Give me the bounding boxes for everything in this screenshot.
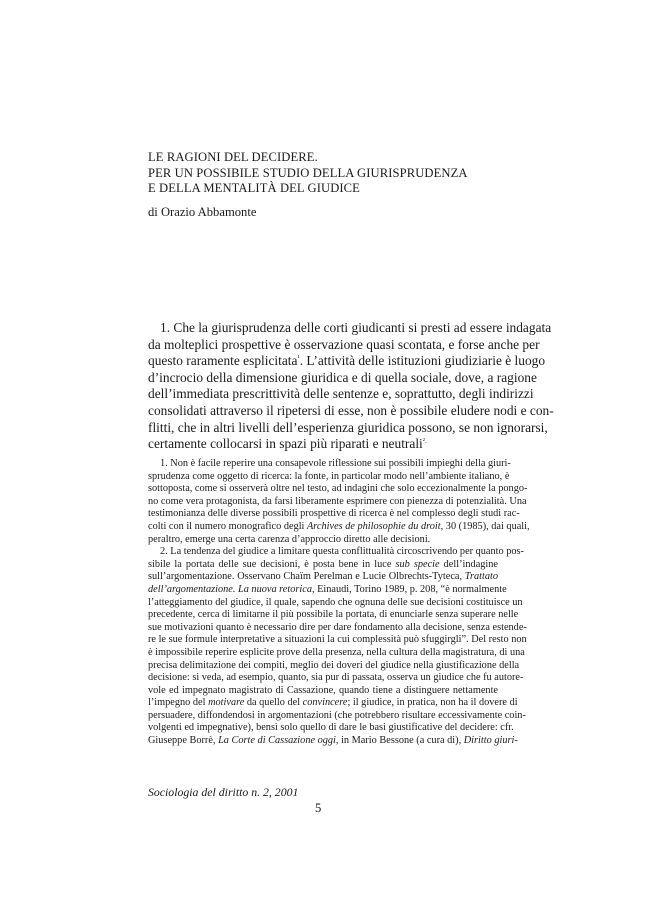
title-line-2: PER UN POSSIBILE STUDIO DELLA GIURISPRUDENZA bbox=[148, 165, 468, 180]
journal-footer: Sociologia del diritto n. 2, 2001 bbox=[148, 785, 299, 799]
footnote-line: no come vera protagonista, da farsi liberamente esprimere con pienezza di potenzialità. Una bbox=[148, 495, 527, 507]
footnote-fragment: colti con il numero monografico degli bbox=[148, 520, 307, 532]
footnote-line: l’atteggiamento del giudice, il quale, sapendo che ognuna delle sue decisioni costituisce un bbox=[148, 596, 523, 608]
body-line: flitti, che in altri livelli dell’esperienza giuridica possono, se non ignorarsi, bbox=[148, 419, 548, 435]
footnote-fragment: da quello del bbox=[244, 697, 303, 709]
body-line: consolidati attraverso il ripetersi di esse, non è possibile eludere nodi e con- bbox=[148, 402, 554, 418]
footnote-line bbox=[148, 735, 518, 748]
footnote-ref-2: ². bbox=[422, 436, 427, 446]
journal-citation: Archives de philosophie du droit bbox=[307, 520, 441, 532]
book-title: dell’argomentazione. La nuova retorica bbox=[148, 583, 312, 595]
footnote-fragment: , 30 (1985), dai quali, bbox=[440, 520, 530, 532]
footnote-line bbox=[148, 520, 530, 534]
footnote-line: sue motivazioni quanto è necessario dire per dare fondamento alla decisione, senza estende- bbox=[148, 621, 527, 633]
footnote-line bbox=[148, 559, 498, 572]
footnotes bbox=[148, 458, 530, 748]
footnote-line: volgenti ed impegnative), bensì solo quello di dare le basi giustificative del decidere: cfr. bbox=[148, 722, 514, 734]
title-line-3: E DELLA MENTALITÀ DEL GIUDICE bbox=[148, 181, 360, 195]
footnote-fragment: ; il giudice, in pratica, non ha il dovere di bbox=[347, 697, 518, 709]
footnote-line: sottoposta, come si osserverà oltre nel testo, ad indagini che solo eccezionalmente la pongo- bbox=[148, 483, 528, 495]
body-line: 1. Che la giurisprudenza delle corti giudicanti si presti ad essere indagata bbox=[160, 320, 552, 335]
body-line bbox=[148, 436, 498, 453]
footnote-fragment: l’impegno del bbox=[148, 697, 209, 709]
footnote-line bbox=[148, 583, 507, 597]
footnote-fragment: Giuseppe Borrè, bbox=[148, 735, 219, 747]
footnote-line: sprudenza come oggetto di ricerca: la fonte, in particolar modo nell’ambiente italiano, è bbox=[148, 470, 510, 482]
body-text bbox=[148, 320, 554, 453]
emphasis: convincere bbox=[302, 697, 348, 709]
body-line bbox=[148, 353, 546, 370]
title-line-1: LE RAGIONI DEL DECIDERE. bbox=[148, 150, 318, 164]
footnote-line: testimonianza delle diverse possibili prospettive di ricerca è nel complesso degli studi rac- bbox=[148, 508, 520, 520]
footnote-line: re le sue formule interpretative a situazioni la cui complessità può sfuggirgli”. Del resto non bbox=[148, 634, 527, 646]
footnote-fragment: , in Mario Bessone (a cura di), bbox=[335, 735, 464, 747]
author-line: di Orazio Abbamonte bbox=[148, 205, 257, 219]
book-title: Trattato bbox=[464, 571, 498, 583]
footnote-line: precedente, cerca di limitarne il più possibile la portata, di enunciarle senza superare nelle bbox=[148, 609, 519, 621]
footnote-line: precisa delimitazione dei compiti, meglio dei doveri del giudice nella giustificazione della bbox=[148, 659, 520, 671]
latin-phrase: sub specie bbox=[395, 558, 440, 570]
footnote-fragment: , Einaudi, Torino 1989, p. 208, “è normalmente bbox=[311, 583, 507, 595]
body-fragment: certamente collocarsi in spazi più riparati e neutrali bbox=[148, 436, 423, 452]
footnote-line bbox=[148, 697, 518, 710]
footnote-fragment: sibile la portata delle sue decisioni, è posta bene in luce bbox=[148, 558, 396, 570]
body-fragment: . L’attività delle istituzioni giudiziarie è luogo bbox=[299, 353, 546, 369]
footnote-line: è impossibile reperire esplicite prove della presenza, nella cultura della magistratura, di una bbox=[148, 646, 525, 658]
footnote-line: peraltro, emerge una certa carenza d’approccio diretto alle decisioni. bbox=[148, 533, 431, 545]
footnote-line: decisione: si veda, ad esempio, quanto, sia pur di passata, osserva un giudice che fu autore- bbox=[148, 672, 524, 684]
body-line: dell’immediata prescrittività delle sentenze e, soprattutto, degli indirizzi bbox=[148, 386, 534, 402]
footnote-line: 1. Non è facile reperire una consapevole riflessione sui possibili impieghi della giuri- bbox=[160, 458, 511, 469]
footnote-line: vole ed impegnato magistrato di Cassazione, quando tiene a distinguere nettamente bbox=[148, 684, 498, 696]
footnote-line: 2. La tendenza del giudice a limitare questa conflittualità circoscrivendo per quanto pos- bbox=[160, 546, 524, 558]
footnote-line bbox=[148, 571, 498, 584]
footnote-fragment: sull’argomentazione. Osservano Chaïm Perelman e Lucie Olbrechts-Tyteca, bbox=[148, 571, 465, 583]
body-line: da molteplici prospettive è osservazione quasi scontata, e forse anche per bbox=[148, 336, 540, 352]
book-title: Diritto giuri- bbox=[463, 735, 518, 747]
emphasis: motivare bbox=[208, 697, 245, 709]
article-title bbox=[148, 150, 468, 197]
footnote-line: persuadere, diffondendosi in argomentazioni (che potrebbero risultare eccessivamente coin- bbox=[148, 709, 526, 721]
body-fragment: questo raramente esplicitata bbox=[148, 353, 298, 369]
footnote-ref-1: ¹ bbox=[297, 353, 300, 363]
book-title: La Corte di Cassazione oggi bbox=[218, 735, 336, 747]
page-number: 5 bbox=[315, 801, 322, 815]
body-line: d’incrocio della dimensione giuridica e di quella sociale, dove, a ragione bbox=[148, 369, 537, 385]
footnote-fragment: dell’indagine bbox=[439, 558, 498, 570]
